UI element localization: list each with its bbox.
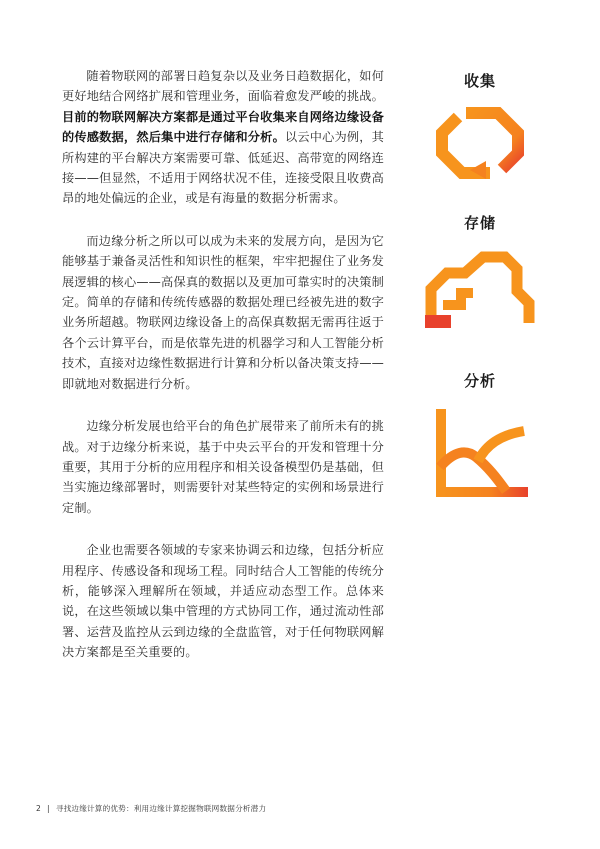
footer-title: 寻找边缘计算的优势：利用边缘计算挖掘物联网数据分析潜力 xyxy=(55,804,267,813)
paragraph-3-text: 边缘分析发展也给平台的角色扩展带来了前所未有的挑战。对于边缘分析来说，基于中央云平台的开发和管理十分重要，其用于分析的应用程序和相关设备模型仍是基础，但当实施边缘部署时，则需要针对某些特定的实例和场景进行定制。 xyxy=(62,419,384,515)
paragraph-1 xyxy=(62,66,384,209)
collect-label: 收集 xyxy=(463,72,496,90)
main-text-column xyxy=(62,66,384,685)
paragraph-1-bold-text: 目前的物联网解决方案都是通过平台收集来自网络边缘设备的传感数据，然后集中进行存储和分析。 xyxy=(62,109,384,145)
store-label: 存储 xyxy=(463,214,496,232)
store-block xyxy=(420,212,540,329)
collect-block xyxy=(420,70,540,179)
paragraph-4-text: 企业也需要各领域的专家来协调云和边缘，包括分析应用程序、传感设备和现场工程。同时结合人工智能的传统分析，能够深入理解所在领域，并适应动态型工作。总体来说，在这些领域以集中管理的方式协同工作，通过流动性部署、运营及监控从云到边缘的全盘监管，对于任何物联网解决方案都是至关重要的。 xyxy=(62,543,384,660)
paragraph-2-text: 而边缘分析之所以可以成为未来的发展方向，是因为它能够基于兼备灵活性和知识性的框架，牢牢把握住了业务发展逻辑的核心——高保真的数据以及更加可靠实时的决策制定。简单的存储和传统传感器的数据处理已经被先进的数字业务所超越。物联网边缘设备上的高保真数据无需再往返于各个云计算平台，而是依靠先进的机器学习和人工智能分析技术，直接对边缘性数据进行计算和分析以备决策支持——即就地对数据进行分析。 xyxy=(62,233,384,391)
paragraph-1-text-a: 随着物联网的部署日趋复杂以及业务日趋数据化，如何更好地结合网络扩展和管理业务，面临着愈发严峻的挑战。 xyxy=(62,69,384,104)
paragraph-2 xyxy=(62,231,384,394)
paragraph-3 xyxy=(62,416,384,518)
page-number: 2 xyxy=(36,804,42,813)
cloud-storage-icon xyxy=(425,249,535,329)
footer-separator: | xyxy=(47,804,50,813)
paragraph-1-text-b: 以云中心为例，其所构建的平台解决方案需要可靠、低延迟、高带宽的网络连接——但显然，不适用于网络状况不佳，连接受限且收费高昂的地处偏远的企业，或是有海量的数据分析需求。 xyxy=(62,130,384,206)
analyze-label: 分析 xyxy=(463,372,496,390)
collect-cycle-icon xyxy=(432,107,528,179)
page-footer xyxy=(36,803,266,814)
analyze-block xyxy=(420,370,540,499)
analysis-curve-icon xyxy=(430,407,530,499)
paragraph-4 xyxy=(62,540,384,662)
